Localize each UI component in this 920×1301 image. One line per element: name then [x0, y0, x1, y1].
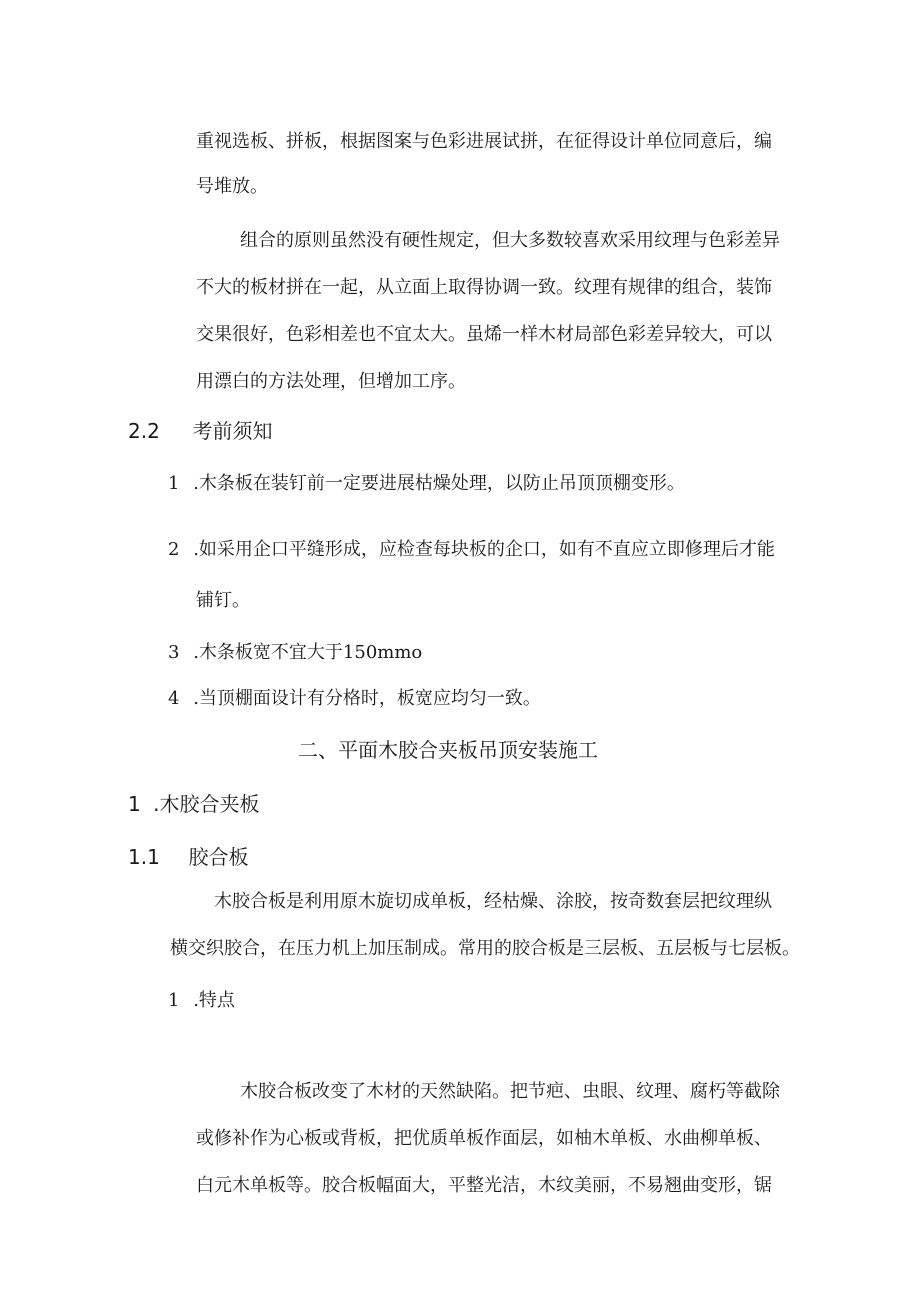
note-number: 4 [168, 688, 180, 709]
para1-line2: 号堆放。 [196, 176, 268, 197]
note-number: 1 [168, 473, 180, 494]
para2-line2: 不大的板材拼在一起，从立面上取得协调一致。纹理有规律的组合，装饰 [196, 277, 772, 298]
note-number: 3 [168, 642, 180, 663]
note-text: .木条板宽不宜大于150mmo [193, 642, 423, 663]
feature-number: 1 [168, 990, 180, 1011]
note-item-2 [168, 541, 775, 559]
chapter-title: 二、平面木胶合夹板吊顶安装施工 [298, 738, 598, 762]
note-number: 2 [168, 539, 180, 560]
note-text: .当顶棚面设计有分格时，板宽应均匀一致。 [193, 688, 541, 709]
heading-1 [128, 794, 259, 814]
feature-heading [168, 992, 235, 1010]
note-item-3 [168, 644, 422, 662]
note-item-4 [168, 690, 541, 708]
para3-line2: 横交织胶合，在压力机上加压制成。常用的胶合板是三层板、五层板与七层板。 [170, 938, 800, 959]
para4-line1: 木胶合板改变了木材的天然缺陷。把节疤、虫眼、纹理、腐朽等截除 [240, 1081, 780, 1102]
heading-1-1 [128, 847, 249, 867]
para2-line3: 交果很好，色彩相差也不宜太大。虽烯一样木材局部色彩差异较大，可以 [196, 324, 772, 345]
note-text: .木条板在装钉前一定要进展枯燥处理，以防止吊顶顶棚变形。 [193, 473, 685, 494]
heading-title: 胶合板 [188, 845, 249, 869]
feature-text: .特点 [193, 990, 235, 1011]
note-item-2-continuation: 铺钉。 [196, 590, 250, 611]
para1-line1: 重视选板、拼板，根据图案与色彩进展试拼，在征得设计单位同意后，编 [196, 131, 772, 152]
section-number: 2.2 [128, 419, 160, 443]
note-item-1 [168, 475, 685, 493]
para3-line1: 木胶合板是利用原木旋切成单板，经枯燥、涂胶，按奇数套层把纹理纵 [214, 891, 772, 912]
heading-title: .木胶合夹板 [153, 792, 260, 816]
para2-line4: 用漂白的方法处理，但增加工序。 [196, 371, 466, 392]
para4-line3: 白元木单板等。胶合板幅面大，平整光洁，木纹美丽，不易翘曲变形，锯 [196, 1175, 772, 1196]
note-text: .如采用企口平缝形成，应检查每块板的企口，如有不直应立即修理后才能 [193, 539, 775, 560]
para4-line2: 或修补作为心板或背板，把优质单板作面层，如柚木单板、水曲柳单板、 [196, 1128, 772, 1149]
para2-line1: 组合的原则虽然没有硬性规定，但大多数较喜欢采用纹理与色彩差异 [240, 230, 780, 251]
heading-number: 1 [128, 792, 141, 816]
section-title: 考前须知 [192, 419, 273, 443]
heading-number: 1.1 [128, 845, 160, 869]
section-heading-2-2 [128, 421, 273, 441]
